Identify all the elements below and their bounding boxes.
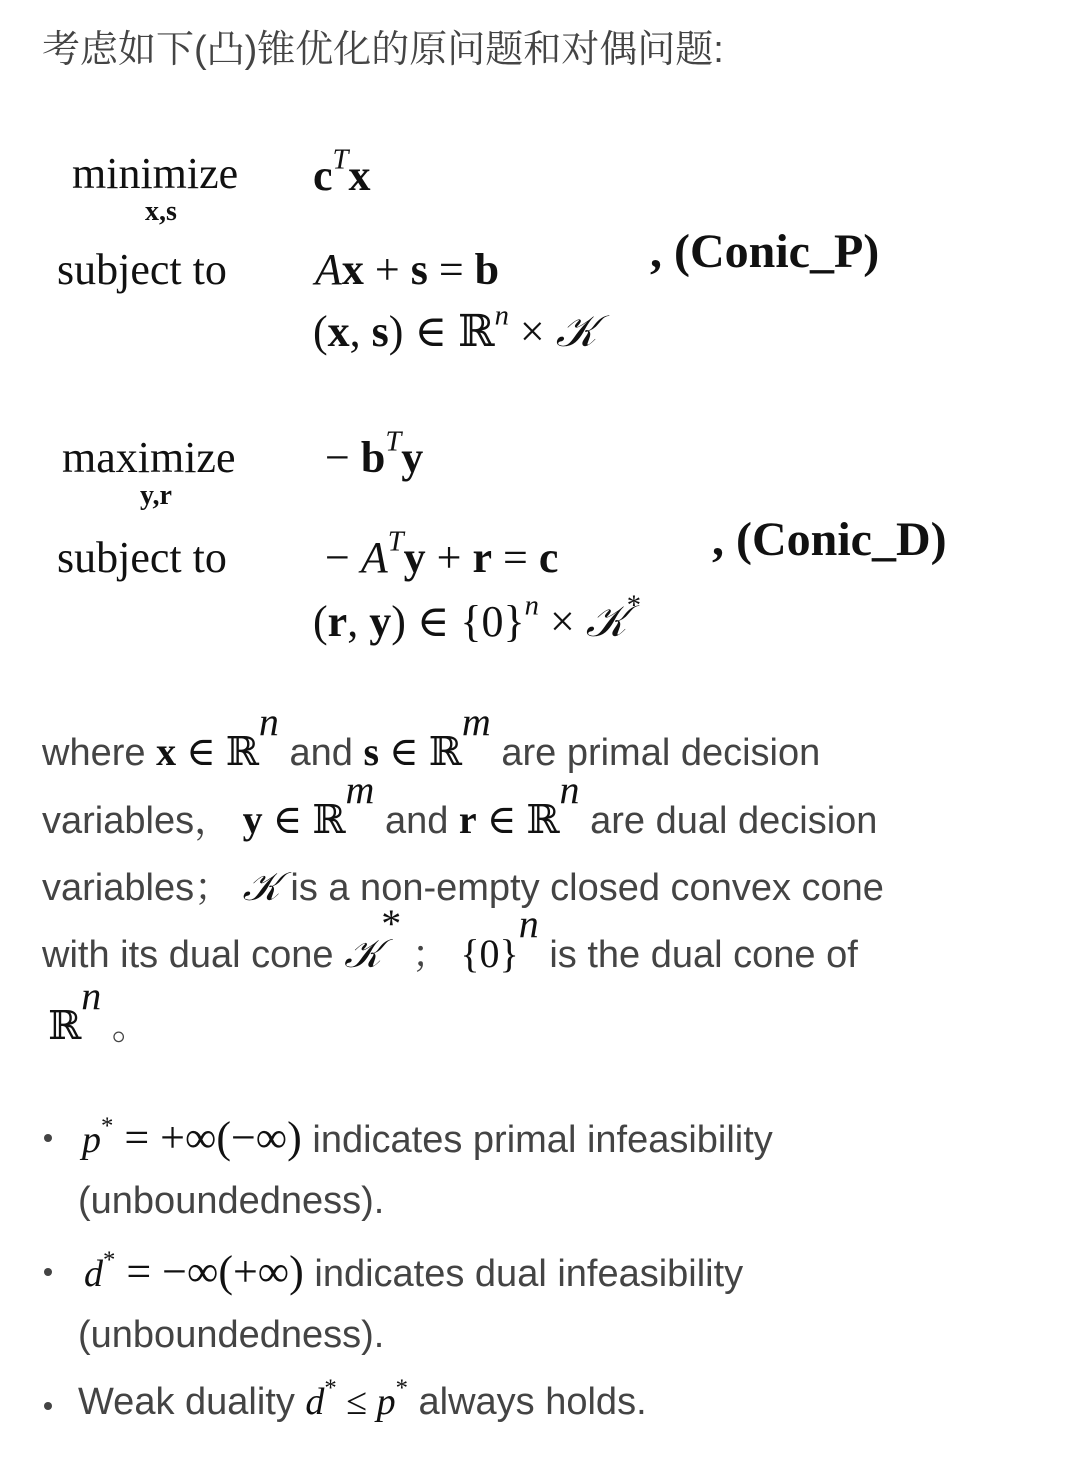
exponent: m	[345, 767, 375, 812]
comma: ,	[349, 307, 372, 356]
in-reals: ∈ ℝ	[379, 729, 462, 774]
text: Weak duality	[78, 1381, 306, 1423]
primal-objective-label: minimize	[72, 149, 239, 198]
plus: +	[425, 533, 473, 582]
text: are dual decision	[579, 800, 878, 842]
star: *	[101, 1112, 114, 1140]
reals-symbol: ℝ	[48, 1003, 82, 1048]
text: is a non-empty closed convex cone	[279, 867, 884, 909]
text: with its dual cone	[42, 934, 345, 976]
star: *	[324, 1374, 337, 1402]
cone-k: 𝒦	[344, 931, 382, 976]
text: always holds.	[407, 1381, 647, 1423]
times: ×	[538, 597, 586, 646]
dual-constraint-label: subject to	[57, 533, 227, 582]
vec-r: r	[458, 797, 477, 842]
var-d: d	[305, 1381, 325, 1423]
primal-constraint-label: subject to	[57, 245, 227, 294]
in-reals: ∈ ℝ	[176, 729, 259, 774]
vec-y: y	[403, 533, 426, 582]
in-reals: ∈ ℝ	[476, 797, 560, 842]
vec-r: r	[472, 533, 492, 582]
bullet-item-3	[78, 1374, 647, 1424]
paren: )	[391, 597, 406, 646]
vec-x: x	[327, 307, 350, 356]
vec-s: s	[363, 729, 380, 774]
vec-x: x	[156, 729, 177, 774]
var-p: p	[82, 1119, 101, 1161]
exponent: n	[559, 767, 580, 812]
times: ×	[508, 307, 556, 356]
less-equal: ≤	[336, 1381, 377, 1423]
infinity-expr: = +∞(−∞)	[113, 1113, 302, 1162]
bullet-dot	[44, 1268, 52, 1276]
var-p: p	[376, 1381, 396, 1423]
bullet-dot	[44, 1134, 52, 1142]
para-line-5	[48, 973, 150, 1050]
bullet-dot	[44, 1402, 52, 1410]
exponent: n	[258, 699, 279, 744]
para-line-1	[42, 699, 821, 775]
primal-tag: , (Conic_P)	[650, 225, 880, 278]
vec-c: c	[538, 533, 559, 582]
zero-set: {0}	[460, 931, 519, 976]
vec-b: b	[474, 245, 500, 294]
text: indicates primal infeasibility	[301, 1119, 773, 1161]
dual-tag: , (Conic_D)	[712, 513, 947, 566]
dual-objective-label: maximize	[62, 433, 236, 482]
cone-k: 𝒦	[242, 864, 280, 909]
transpose: T	[385, 426, 402, 458]
bullet-item-2-cont: (unboundedness).	[78, 1314, 385, 1356]
dual-constraint-2	[313, 590, 641, 647]
star: *	[395, 1374, 408, 1402]
var-d: d	[84, 1253, 103, 1295]
text: ；	[401, 934, 461, 976]
star: *	[103, 1246, 116, 1274]
primal-constraint-2	[313, 300, 597, 357]
text: variables，	[42, 800, 243, 842]
vec-b: b	[360, 433, 386, 482]
element-of: ∈	[405, 597, 461, 646]
text: are primal decision	[490, 732, 821, 774]
primal-objective-vars: x,s	[145, 196, 177, 227]
dual-objective-vars: y,r	[140, 480, 172, 511]
text: and	[278, 732, 364, 774]
vec-r: r	[327, 597, 348, 646]
zero-set: {0}	[460, 597, 525, 646]
vec-y: y	[369, 597, 392, 646]
vec-s: s	[371, 307, 389, 356]
transpose: T	[387, 526, 404, 558]
para-line-2	[42, 767, 878, 844]
text: indicates dual infeasibility	[303, 1253, 744, 1295]
matrix-a: A	[315, 245, 342, 294]
in-reals: ∈ ℝ	[262, 797, 346, 842]
cone-k: 𝒦	[585, 597, 627, 646]
vec-x: x	[348, 151, 371, 200]
paren: (	[313, 307, 328, 356]
exponent: n	[524, 590, 539, 622]
bullet-item-2	[84, 1246, 743, 1297]
reals-symbol: ℝ	[458, 306, 495, 357]
vec-x: x	[341, 245, 364, 294]
matrix-a: A	[360, 533, 388, 582]
exponent: m	[461, 699, 491, 744]
text: 。	[101, 1006, 150, 1048]
vec-y: y	[242, 797, 263, 842]
text: where	[42, 732, 157, 774]
transpose: T	[332, 144, 349, 176]
comma: ,	[347, 597, 370, 646]
plus: +	[363, 245, 411, 294]
minus: −	[325, 533, 361, 582]
page-heading: 考虑如下(凸)锥优化的原问题和对偶问题:	[42, 29, 724, 71]
text: is the dual cone of	[538, 934, 858, 976]
primal-objective	[313, 144, 371, 201]
text: variables；	[42, 867, 243, 909]
exponent: n	[81, 973, 102, 1018]
bullet-item-1-cont: (unboundedness).	[78, 1180, 385, 1222]
vec-s: s	[410, 245, 428, 294]
para-line-4	[42, 901, 858, 978]
cone-k: 𝒦	[555, 307, 597, 356]
dual-star: *	[381, 901, 402, 946]
equals: =	[427, 245, 475, 294]
element-of: ∈	[403, 307, 459, 356]
vec-c: c	[313, 151, 333, 200]
paren: (	[313, 597, 328, 646]
equals: =	[491, 533, 539, 582]
exponent: n	[494, 300, 509, 332]
minus: −	[325, 433, 361, 482]
para-line-3	[42, 856, 884, 911]
text: and	[374, 800, 459, 842]
bullet-item-1	[82, 1112, 773, 1163]
dual-star: *	[626, 590, 641, 622]
dual-objective	[325, 426, 424, 483]
vec-y: y	[401, 433, 424, 482]
exponent: n	[518, 901, 539, 946]
paren: )	[388, 307, 404, 356]
infinity-expr: = −∞(+∞)	[115, 1247, 304, 1296]
dual-constraint-1	[325, 526, 559, 583]
primal-constraint-1	[315, 244, 499, 295]
